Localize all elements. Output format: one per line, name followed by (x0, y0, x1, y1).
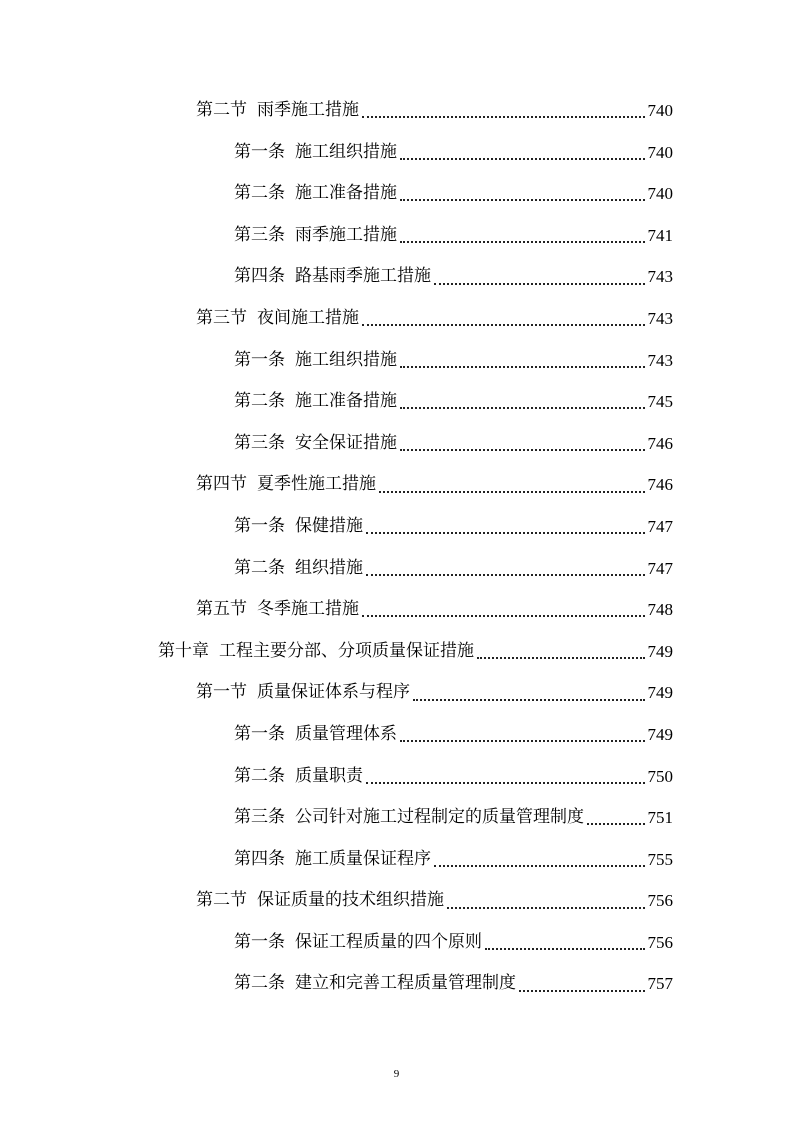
toc-entry-title: 雨季施工措施 (257, 100, 359, 120)
toc-entry-page: 746 (647, 475, 673, 495)
toc-entry-page: 741 (647, 225, 673, 245)
toc-entry-page: 740 (647, 101, 673, 120)
toc-entry-article[interactable] (0, 506, 793, 548)
toc-entry-article[interactable] (0, 340, 793, 382)
toc-entry-section[interactable] (0, 880, 793, 922)
toc-entry-title: 工程主要分部、分项质量保证措施 (219, 640, 474, 661)
dot-leader (400, 448, 645, 451)
toc-entry-page: 757 (647, 974, 673, 994)
toc-entry-number: 第一条 (234, 141, 285, 162)
toc-entry-section[interactable] (0, 589, 793, 631)
toc-entry-number: 第一条 (234, 931, 285, 952)
toc-entry-page: 749 (647, 641, 673, 661)
dot-leader (587, 822, 645, 825)
dot-leader (413, 698, 645, 701)
toc-entry-number: 第三条 (234, 432, 285, 453)
dot-leader (434, 282, 645, 285)
toc-entry-title: 施工准备措施 (295, 391, 397, 412)
toc-entry-page: 750 (647, 766, 673, 786)
toc-entry-page: 756 (647, 891, 673, 911)
toc-entry-number: 第三条 (234, 807, 285, 828)
toc-entry-title: 夜间施工措施 (257, 307, 359, 328)
toc-entry-number: 第二条 (234, 183, 285, 204)
toc-entry-article[interactable] (0, 797, 793, 839)
dot-leader (400, 240, 645, 243)
toc-entry-article[interactable] (0, 756, 793, 798)
toc-entry-title: 质量职责 (295, 765, 363, 786)
toc-entry-section[interactable] (0, 672, 793, 714)
toc-entry-page: 746 (647, 433, 673, 453)
toc-entry-article[interactable] (0, 173, 793, 215)
toc-entry-title: 质量保证体系与程序 (257, 682, 410, 703)
dot-leader (400, 406, 645, 409)
dot-leader (447, 906, 645, 909)
toc-entry-page: 740 (647, 142, 673, 162)
toc-entry-chapter[interactable] (0, 631, 793, 673)
toc-entry-title: 施工组织措施 (295, 141, 397, 162)
toc-entry-title: 公司针对施工过程制定的质量管理制度 (295, 807, 584, 828)
dot-leader (379, 490, 645, 493)
toc-entry-number: 第一条 (234, 349, 285, 370)
toc-entry-title: 冬季施工措施 (257, 599, 359, 620)
toc-entry-article[interactable] (0, 922, 793, 964)
toc-entry-title: 路基雨季施工措施 (295, 266, 431, 287)
toc-entry-number: 第一条 (234, 515, 285, 536)
toc-entry-number: 第四条 (234, 266, 285, 287)
toc-entry-article[interactable] (0, 548, 793, 590)
toc-entry-page: 740 (647, 184, 673, 204)
toc-entry-article[interactable] (0, 714, 793, 756)
toc-entry-number: 第三条 (234, 224, 285, 245)
toc-entry-title: 安全保证措施 (295, 432, 397, 453)
toc-entry-number: 第五节 (196, 599, 247, 620)
toc-entry-title: 建立和完善工程质量管理制度 (295, 973, 516, 994)
toc-entry-article[interactable] (0, 963, 793, 1005)
page-number: 9 (393, 1068, 400, 1080)
toc-entry-article[interactable] (0, 839, 793, 881)
toc-entry-title: 雨季施工措施 (295, 224, 397, 245)
dot-leader (362, 323, 645, 326)
dot-leader (400, 198, 645, 201)
toc-entry-number: 第十章 (158, 640, 209, 661)
toc-entry-article[interactable] (0, 256, 793, 298)
toc-entry-number: 第三节 (196, 307, 247, 328)
toc-entry-section[interactable] (0, 90, 793, 132)
dot-leader (519, 989, 645, 992)
toc-entry-page: 743 (647, 308, 673, 328)
toc-entry-number: 第二条 (234, 765, 285, 786)
toc-entry-title: 施工质量保证程序 (295, 848, 431, 869)
toc-entry-section[interactable] (0, 464, 793, 506)
table-of-contents (0, 90, 793, 1005)
toc-entry-article[interactable] (0, 215, 793, 257)
dot-leader (362, 614, 645, 617)
toc-entry-article[interactable] (0, 381, 793, 423)
toc-entry-number: 第二节 (196, 890, 247, 911)
toc-entry-page: 747 (647, 558, 673, 578)
toc-entry-number: 第一条 (234, 723, 285, 744)
toc-entry-title: 保证质量的技术组织措施 (257, 890, 444, 911)
toc-entry-page: 749 (647, 683, 673, 703)
toc-entry-page: 745 (647, 392, 673, 412)
toc-entry-section[interactable] (0, 298, 793, 340)
dot-leader (400, 157, 645, 160)
toc-entry-number: 第四条 (234, 848, 285, 869)
toc-entry-title: 组织措施 (295, 557, 363, 578)
dot-leader (366, 531, 645, 534)
dot-leader (434, 864, 645, 867)
toc-entry-page: 749 (647, 724, 673, 744)
toc-entry-number: 第一节 (196, 682, 247, 703)
toc-entry-article[interactable] (0, 132, 793, 174)
toc-entry-page: 743 (647, 350, 673, 370)
dot-leader (362, 115, 645, 118)
toc-entry-page: 751 (647, 808, 673, 828)
toc-entry-page: 743 (647, 267, 673, 287)
toc-entry-title: 施工组织措施 (295, 349, 397, 370)
dot-leader (477, 656, 645, 659)
dot-leader (366, 573, 645, 576)
toc-entry-page: 748 (647, 600, 673, 620)
toc-entry-page: 747 (647, 516, 673, 536)
toc-entry-title: 施工准备措施 (295, 183, 397, 204)
dot-leader (400, 365, 645, 368)
toc-entry-article[interactable] (0, 423, 793, 465)
toc-entry-number: 第二节 (196, 100, 247, 120)
toc-entry-page: 756 (647, 932, 673, 952)
toc-entry-number: 第二条 (234, 973, 285, 994)
toc-entry-page: 755 (647, 849, 673, 869)
toc-entry-number: 第二条 (234, 391, 285, 412)
dot-leader (366, 781, 645, 784)
dot-leader (400, 739, 645, 742)
toc-entry-number: 第四节 (196, 474, 247, 495)
toc-entry-title: 质量管理体系 (295, 723, 397, 744)
toc-entry-title: 保证工程质量的四个原则 (295, 931, 482, 952)
toc-entry-title: 保健措施 (295, 515, 363, 536)
toc-entry-number: 第二条 (234, 557, 285, 578)
dot-leader (485, 947, 645, 950)
toc-entry-title: 夏季性施工措施 (257, 474, 376, 495)
